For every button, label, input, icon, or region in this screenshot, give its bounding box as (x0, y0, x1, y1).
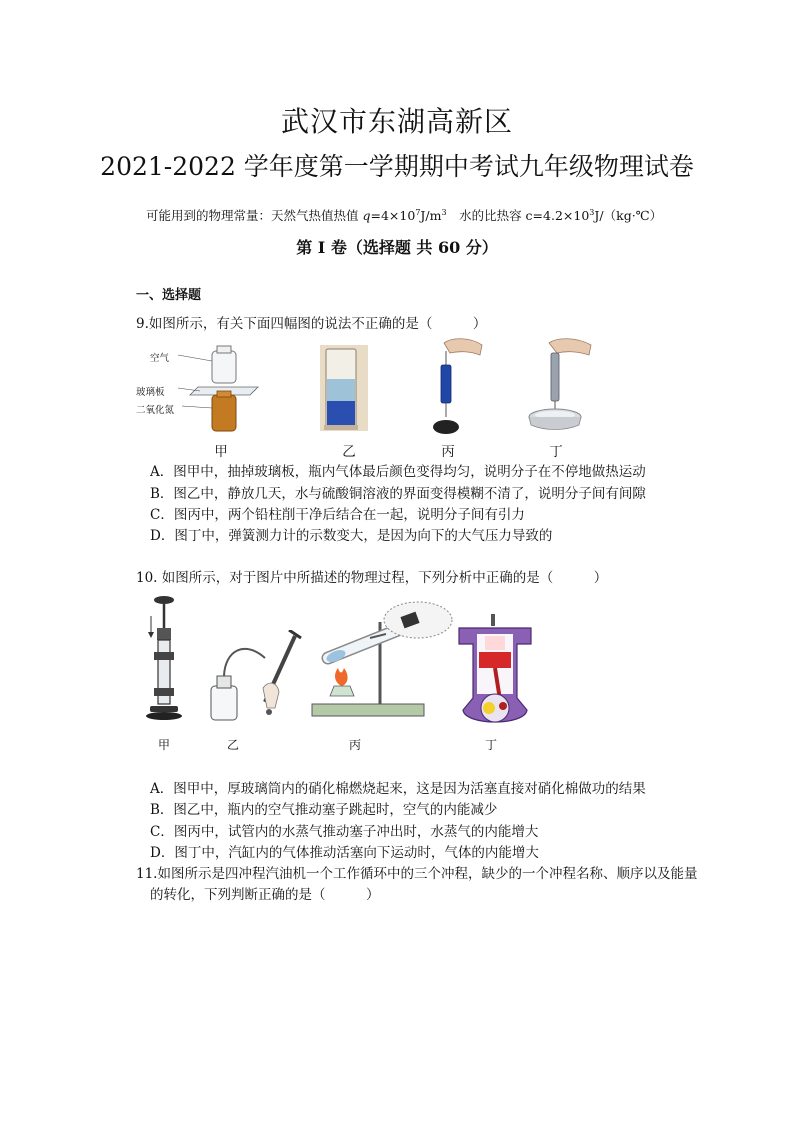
q9-figure-yi (320, 345, 368, 431)
q9-stem: 9.如图所示，有关下面四幅图的说法不正确的是（ ） (136, 316, 487, 332)
q9-figure-ding (525, 337, 595, 433)
q9-label-ding: 丁 (549, 444, 563, 460)
exam-subtitle: 2021-2022 学年度第一学期期中考试九年级物理试卷 (100, 152, 694, 181)
q-exponent: 7 (415, 207, 421, 217)
q10-stem: 10. 如图所示，对于图片中所描述的物理过程，下列分析中正确的是（ ） (136, 570, 608, 586)
q-symbol: q (362, 208, 371, 223)
q9-label-jia: 甲 (214, 444, 228, 460)
q10-figure-jia (140, 594, 186, 724)
q-value: =4×10 (370, 208, 416, 223)
section-title: 第 I 卷（选择题 共 60 分） (296, 238, 498, 257)
q10-figure-bing (308, 600, 458, 722)
physical-constants (146, 206, 662, 224)
q10-label-ding: 丁 (484, 738, 497, 752)
q11-stem-line1: 11.如图所示是四冲程汽油机一个工作循环中的三个冲程，缺少的一个冲程名称、顺序以及能量 (136, 866, 698, 882)
q-unit: J/m (420, 208, 442, 223)
q10-figure-yi (205, 630, 305, 724)
q10-option-b: B．图乙中，瓶内的空气推动塞子跳起时，空气的内能减少 (150, 802, 498, 818)
q10-option-d: D．图丁中，汽缸内的气体推动活塞向下运动时，气体的内能增大 (150, 845, 539, 861)
q9-label-yi: 乙 (342, 444, 356, 460)
q9-option-b: B．图乙中，静放几天，水与硫酸铜溶液的界面变得模糊不清了，说明分子间有间隙 (150, 486, 646, 502)
q9-label-bing: 丙 (441, 444, 455, 460)
q10-label-bing: 丙 (348, 738, 361, 752)
q9-figure-bing (430, 337, 486, 437)
jia-label-no2: 二氧化氮 (136, 405, 175, 416)
q-unit-exponent: 3 (441, 207, 447, 217)
q9-option-a: A．图甲中，抽掉玻璃板，瓶内气体最后颜色变得均匀，说明分子在不停地做热运动 (150, 464, 646, 480)
part-heading: 一、选择题 (136, 288, 202, 303)
jia-label-air: 空气 (150, 353, 170, 364)
jia-label-glass: 玻璃板 (136, 387, 165, 398)
water-exponent: 3 (589, 207, 595, 217)
q10-option-a: A．图甲中，厚玻璃筒内的硝化棉燃烧起来，这是因为活塞直接对硝化棉做功的结果 (150, 781, 646, 797)
q9-option-d: D．图丁中，弹簧测力计的示数变大，是因为向下的大气压力导致的 (150, 528, 553, 544)
q10-label-jia: 甲 (157, 738, 170, 752)
constants-prefix: 可能用到的物理常量：天然气热值热值 (146, 208, 363, 223)
exam-title: 武汉市东湖高新区 (280, 105, 513, 138)
q9-option-c: C．图丙中，两个铅柱削干净后结合在一起，说明分子间有引力 (150, 507, 525, 523)
q10-option-c: C．图丙中，试管内的水蒸气推动塞子冲出时，水蒸气的内能增大 (150, 824, 539, 840)
water-capacity: 水的比热容 c=4.2×10 (446, 208, 590, 223)
q11-stem-line2: 的转化，下列判断正确的是（ ） (150, 887, 380, 903)
q10-figure-ding (455, 614, 535, 732)
q10-label-yi: 乙 (226, 738, 239, 752)
water-unit: J/（kg·℃） (594, 208, 663, 223)
